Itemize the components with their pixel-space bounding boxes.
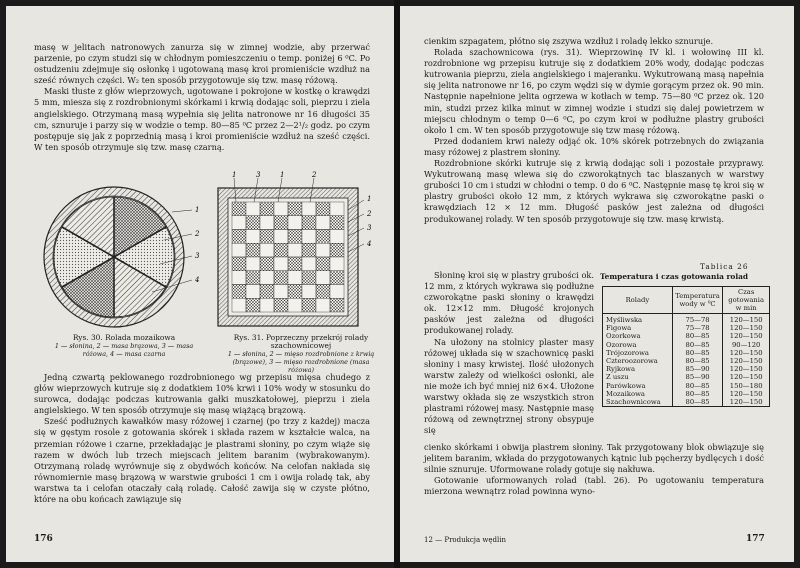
checker-cell — [260, 298, 274, 312]
checker-cell — [316, 298, 330, 312]
table-header: Temperatura wody w ⁰C — [672, 287, 723, 314]
fig31-label: 1 — [232, 171, 237, 179]
checker-cell — [274, 202, 288, 216]
checker-cell — [330, 298, 344, 312]
running-footer: 12 — Produkcja wędlin — [424, 536, 506, 544]
checker-cell — [302, 216, 316, 230]
table-row — [603, 314, 770, 325]
checker-cell — [316, 216, 330, 230]
checker-cell — [232, 230, 246, 244]
paragraph: Sześć podłużnych kawałków masy różowej i czarnej (po trzy z każdej) macza się w gęstym rosole z gotowania skórek i składa razem w kształcie walca, na przemian różowe i czarne, przekładając je plastrami słoniny, po czym wiąże się razem w dwóch lub trzech miejscach jelitem baranim (wybrakowanym). Otrzymaną roladę wyrównuje się z obydwóch końców. Na celofan nakłada się równomiernie masę brązową w warstwie grubości 1 cm i owija roladę tak, aby warstwa ta i celofan otaczały całą roladę. Całość zawija się w czyste płótno, które na obu końcach zawiązuje się — [34, 416, 370, 505]
page-177 — [400, 6, 794, 562]
figure-30-caption — [42, 334, 206, 358]
table-cell: Figowa — [603, 324, 673, 332]
table-cell: 80—85 — [672, 398, 723, 407]
fig31-label: 2 — [367, 210, 372, 218]
table-cell: 120—150 — [723, 357, 770, 365]
caption-legend: 1 — słonina, 2 — masa brązowa, 3 — masa różowa, 4 — masa czarna — [54, 342, 194, 358]
table-cell: 120—150 — [723, 390, 770, 398]
caption-legend: 1 — słonina, 2 — mięso rozdrobnione z krwią (brązowe), 3 — mięso rozdrobnione (masa różowa) — [227, 350, 375, 374]
table-header-row — [603, 287, 770, 314]
table-cell: 150—180 — [723, 382, 770, 390]
left-text-bottom — [34, 372, 370, 505]
table-row — [603, 373, 770, 381]
checker-cell — [302, 257, 316, 271]
table-cell: 85—90 — [672, 373, 723, 381]
table-cell: 120—150 — [723, 314, 770, 325]
table-cell: Parówkowa — [603, 382, 673, 390]
table-cell: 75—78 — [672, 324, 723, 332]
checker-cell — [232, 298, 246, 312]
right-text-narrow — [424, 270, 594, 436]
checker-cell — [288, 202, 302, 216]
table-title: Temperatura i czas gotowania rolad — [600, 272, 749, 281]
checker-cell — [274, 271, 288, 285]
checker-cell — [274, 298, 288, 312]
fig31-label: 3 — [367, 224, 372, 232]
table-cell: Myśliwska — [603, 314, 673, 325]
table-row — [603, 341, 770, 349]
checker-cell — [288, 230, 302, 244]
table-cell: Mozaikowa — [603, 390, 673, 398]
fig31-label: 4 — [367, 240, 372, 248]
checker-cell — [288, 257, 302, 271]
table-cell: 80—85 — [672, 357, 723, 365]
paragraph: Jedną czwartą peklowanego rozdrobnionego wg przepisu mięsa chudego z głów wieprzowych kutruje się z dodatkiem 10% krwi i 10% wody w stosunku do surowca, dodając podczas kutrowania gałki muszkatołowej, pieprzu i ziela angielskiego. W ten sposób otrzymuje się masę wiążącą brązową. — [34, 372, 370, 416]
checker-cell — [330, 285, 344, 299]
table-cell: Szachownicowa — [603, 398, 673, 407]
paragraph: Na ułożony na stolnicy plaster masy różowej układa się w szachownicę paski słoniny i masy krwistej. Ilość ułożonych warstw zależy od wielkości osłonki, ale nie może ich być mniej niż 6×4. Ułożone warstwy okłada się ze wszystkich stron plastrami różowej masy. Następnie masę różową od zewnętrznej strony obsypuje się — [424, 336, 594, 436]
checker-cell — [316, 285, 330, 299]
checker-cell — [330, 202, 344, 216]
checker-cell — [260, 285, 274, 299]
table-cell: Trójozorowa — [603, 349, 673, 357]
table-body — [603, 314, 770, 407]
fig30-label: 3 — [195, 252, 200, 260]
checker-cell — [330, 230, 344, 244]
table-cell: Ozorowa — [603, 341, 673, 349]
checker-cell — [274, 230, 288, 244]
checker-cell — [316, 243, 330, 257]
checker-cell — [246, 243, 260, 257]
paragraph: Rolada szachownicowa (rys. 31). Wieprzowinę IV kl. i wołowinę III kl. rozdrobnione wg przepisu kutruje się z dodatkiem 20% wody, dodając podczas kutrowania pieprzu, ziela angielskiego i majeranku. Wykutrowaną masą napełnia się jelita natronowe nr 16, po czym wędzi się w dymie gorącym przez ok. 90 min. Następnie napełnione jelita ogrzewa w kotłach w temp. 75—80 ⁰C przez ok. 120 min, studzi przez kilka minut w zimnej wodzie i studzi się dalej powietrzem w miejscu chłodnym o temp 0—6 ⁰C, po czym kroi w podłużne plastry grubości około 1 cm. W ten sposób przygotowuje się tzw masę różową. — [424, 47, 764, 135]
paragraph: cienko skórkami i obwija plastrem słoniny. Tak przygotowany blok obwiązuje się jelitem baranim, wkłada do przygotowanych kątnic lub pęcherzy bydlęcych i dość silnie sznuruje. Uformowane rolady gotuje się nakłuwa. — [424, 442, 764, 475]
table-cell: 80—85 — [672, 349, 723, 357]
checker-cell — [302, 271, 316, 285]
checker-cell — [330, 271, 344, 285]
table-cell: 120—150 — [723, 398, 770, 407]
paragraph: Słoninę kroi się w plastry grubości ok. 12 mm, z których wykrawa się podłużne czworokątne paski słoniny o krawędzi ok. 12×12 mm. Długość krojonych pasków jest zależna od długości produkowanej rolady. — [424, 270, 594, 336]
checker-cell — [232, 202, 246, 216]
checker-cell — [274, 216, 288, 230]
page-176 — [6, 6, 394, 562]
checker-cell — [232, 271, 246, 285]
fig31-label: 1 — [280, 171, 285, 179]
checker-cell — [232, 285, 246, 299]
checker-cell — [246, 230, 260, 244]
checker-cell — [288, 298, 302, 312]
table-cell: 120—150 — [723, 324, 770, 332]
figure-30-mosaic-roulade — [32, 182, 212, 332]
checker-cell — [260, 216, 274, 230]
fig31-label: 1 — [367, 195, 372, 203]
right-text-top — [424, 36, 764, 225]
table-cell: Ozorkowa — [603, 332, 673, 340]
table-cell: 120—150 — [723, 373, 770, 381]
figure-31-caption — [220, 334, 382, 374]
checker-cell — [288, 271, 302, 285]
checker-cell — [260, 243, 274, 257]
table-cell: 90—120 — [723, 341, 770, 349]
checker-cell — [260, 202, 274, 216]
checker-cell — [302, 230, 316, 244]
checker-cell — [260, 230, 274, 244]
table-row — [603, 357, 770, 365]
checker-cell — [232, 216, 246, 230]
checker-cell — [288, 243, 302, 257]
caption-title: Rys. 31. Poprzeczny przekrój rolady szachownicowej — [233, 333, 369, 350]
page-number: 177 — [746, 534, 765, 544]
paragraph: cienkim szpagatem, płótno się zszywa wzdłuż i roladę lekko sznuruje. — [424, 36, 714, 46]
table-cell: Z uszu — [603, 373, 673, 381]
fig31-label: 3 — [256, 171, 261, 179]
checker-cell — [302, 202, 316, 216]
checkerboard — [232, 202, 344, 312]
table-header: Rolady — [603, 287, 673, 314]
table-cell: Ryjkowa — [603, 365, 673, 373]
checker-cell — [302, 285, 316, 299]
table-row — [603, 390, 770, 398]
cooking-table — [602, 286, 770, 407]
fig30-label: 1 — [195, 206, 200, 214]
table-header: Czas gotowania w min — [723, 287, 770, 314]
caption-title: Rys. 30. Rolada mozaikowa — [72, 333, 176, 342]
left-text-top — [34, 42, 370, 153]
checker-cell — [246, 298, 260, 312]
checker-cell — [316, 230, 330, 244]
fig30-label: 2 — [195, 230, 200, 238]
checker-cell — [246, 216, 260, 230]
checker-cell — [274, 285, 288, 299]
paragraph: Gotowanie uformowanych rolad (tabl. 26). Po ugotowaniu temperatura mierzona wewnątrz rolad powinna wyno- — [424, 475, 764, 497]
checker-cell — [232, 243, 246, 257]
checker-cell — [246, 285, 260, 299]
table-cell: 85—90 — [672, 365, 723, 373]
table-cell: 120—150 — [723, 365, 770, 373]
checker-cell — [316, 257, 330, 271]
checker-cell — [288, 285, 302, 299]
table-row — [603, 382, 770, 390]
checker-cell — [246, 257, 260, 271]
checker-cell — [246, 202, 260, 216]
checker-cell — [316, 271, 330, 285]
paragraph: Przed dodaniem krwi należy odjąć ok. 10% skórek potrzebnych do związania masy różowej z plastrem słoniny. — [424, 135, 764, 157]
table-cell: Czteroozorowa — [603, 357, 673, 365]
table-cell: 80—85 — [672, 341, 723, 349]
checker-cell — [274, 243, 288, 257]
checker-cell — [260, 257, 274, 271]
checker-cell — [316, 202, 330, 216]
table-cell: 120—150 — [723, 332, 770, 340]
checker-cell — [330, 257, 344, 271]
table-row — [603, 365, 770, 373]
table-row — [603, 349, 770, 357]
table-row — [603, 398, 770, 407]
checker-cell — [288, 216, 302, 230]
checker-cell — [302, 298, 316, 312]
paragraph: masę w jelitach natronowych zanurza się w zimnej wodzie, aby przerwać parzenie, po czym studzi się w chłodnym pomieszczeniu o temp. poniżej 6 ⁰C. Po ostudzeniu zdejmuje się osłonkę i ugotowaną masę kroi promieniście wzdłuż na sześć równych części. W₂ ten sposób przygotowuje się tzw. masę różową. — [34, 42, 370, 86]
paragraph: Rozdrobnione skórki kutruje się z krwią dodając soli i pozostałe przyprawy. Wykutrowaną masę wlewa się do czworokątnych tac blaszanych w warstwy grubości 10 cm i studzi w chłodni o temp. 0 do 6 ⁰C. Następnie masę tę kroi się w plastry grubości około 12 mm, z których wykrawa się czworokątne paski o krawędziach 12 × 12 mm. Długość pasków jest zależna od długości produkowanej rolady. W ten sposób przygotowuje się tzw. masę krwistą. — [424, 158, 764, 224]
table-row — [603, 332, 770, 340]
checker-cell — [232, 257, 246, 271]
table-row — [603, 324, 770, 332]
table-label: Tablica 26 — [700, 262, 749, 271]
checker-cell — [274, 257, 288, 271]
checker-cell — [302, 243, 316, 257]
checker-cell — [260, 271, 274, 285]
checker-cell — [330, 243, 344, 257]
table-cell: 80—85 — [672, 332, 723, 340]
paragraph: Maski tłuste z głów wieprzowych, ugotowane i pokrojone w kostkę o krawędzi 5 mm, miesza się z rozdrobnionymi skórkami i krwią dodając soli, pieprzu i ziela angielskiego. Otrzymaną masą wypełnia się jelita natronowe nr 16 długości 35 cm, sznuruje i parzy się w wodzie o temp. 80—85 ⁰C przez 2—2¹/₂ godz. po czym postępuje się jak z poprzednią masą i kroi promieniście wzdłuż na sześć części. W ten sposób otrzymuje się tzw. masę czarną. — [34, 86, 370, 152]
fig31-label: 2 — [312, 171, 317, 179]
fig30-label: 4 — [195, 276, 200, 284]
checker-cell — [330, 216, 344, 230]
page-number: 176 — [34, 534, 53, 544]
checker-cell — [246, 271, 260, 285]
table-cell: 120—150 — [723, 349, 770, 357]
table-cell: 80—85 — [672, 382, 723, 390]
figure-31-checkerboard-section — [214, 170, 386, 330]
table-cell: 80—85 — [672, 390, 723, 398]
table-cell: 75—78 — [672, 314, 723, 325]
right-text-bottom — [424, 442, 764, 497]
